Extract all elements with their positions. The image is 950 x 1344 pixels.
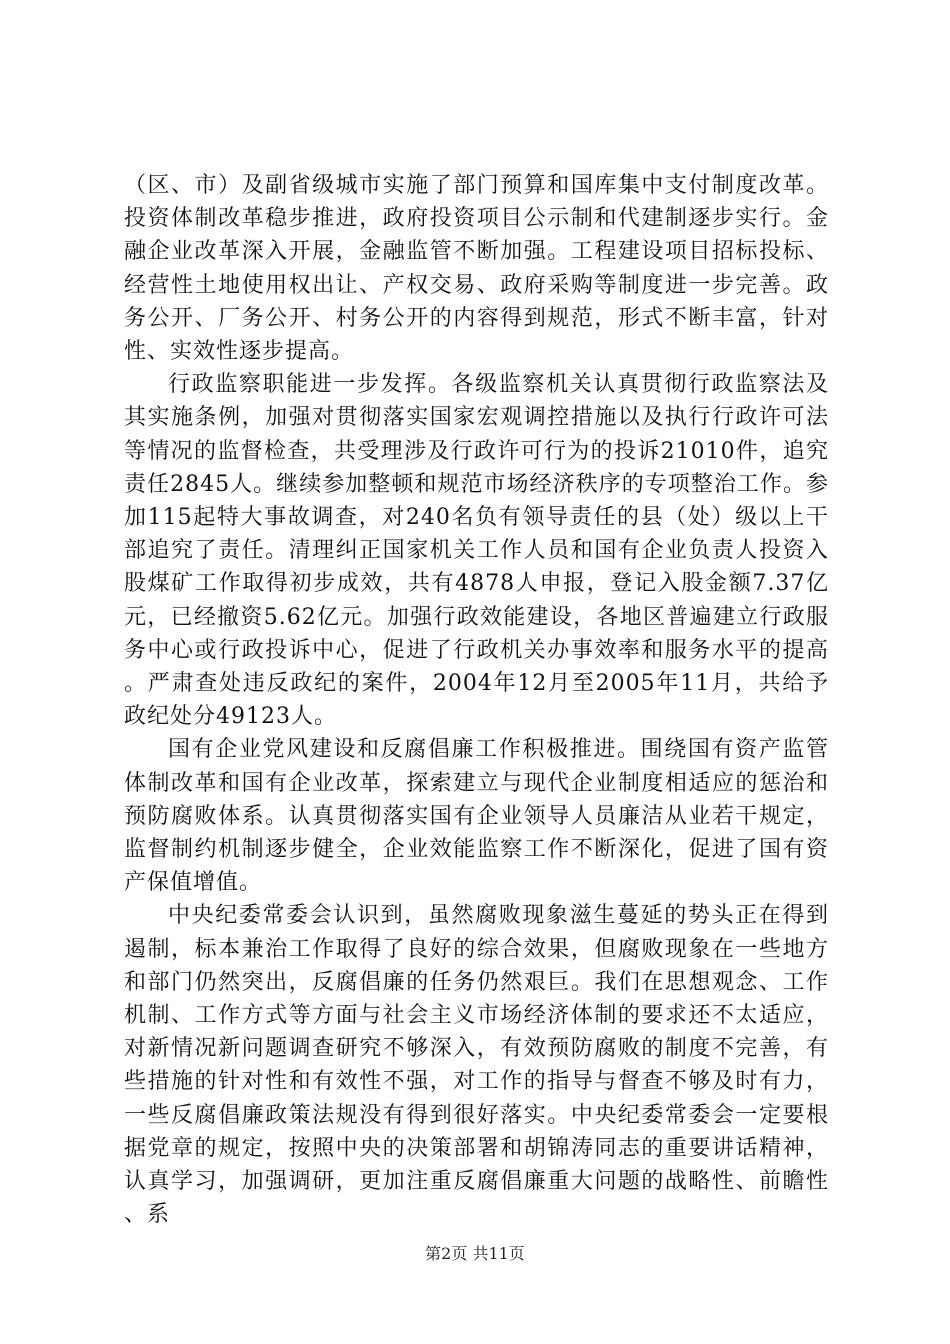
document-body — [124, 169, 829, 1232]
page-number-label: 第2页 共11页 — [425, 1244, 525, 1263]
paragraph-central-commission: 中央纪委常委会认识到，虽然腐败现象滋生蔓延的势头正在得到遏制，标本兼治工作取得了良好的综合效果，但腐败现象在一些地方和部门仍然突出，反腐倡廉的任务仍然艰巨。我们在思想观念、工作机制、工作方式等方面与社会主义市场经济体制的要求还不太适应，对新情况新问题调查研究不够深入，有效预防腐败的制度不完善，有些措施的针对性和有效性不强，对工作的指导与督查不够及时有力，一些反腐倡廉政策法规没有得到很好落实。中央纪委常委会一定要根据党章的规定，按照中央的决策部署和胡锦涛同志的重要讲话精神，认真学习，加强调研，更加注重反腐倡廉重大问题的战略性、前瞻性、系 — [124, 903, 829, 1228]
paragraph-continuation: （区、市）及副省级城市实施了部门预算和国库集中支付制度改革。投资体制改革稳步推进，政府投资项目公示制和代建制逐步实行。金融企业改革深入开展，金融监管不断加强。工程建设项目招标投标、经营性土地使用权出让、产权交易、政府采购等制度进一步完善。政务公开、厂务公开、村务公开的内容得到规范，形式不断丰富，针对性、实效性逐步提高。 — [124, 173, 829, 365]
page-footer — [0, 1242, 950, 1266]
paragraph-state-enterprise: 国有企业党风建设和反腐倡廉工作积极推进。围绕国有资产监管体制改革和国有企业改革，探索建立与现代企业制度相适应的惩治和预防腐败体系。认真贯彻落实国有企业领导人员廉洁从业若干规定，监督制约机制逐步健全，企业效能监察工作不断深化，促进了国有资产保值增值。 — [124, 737, 829, 896]
paragraph-administrative-supervision: 行政监察职能进一步发挥。各级监察机关认真贯彻行政监察法及其实施条例，加强对贯彻落实国家宏观调控措施以及执行行政许可法等情况的监督检查，共受理涉及行政许可行为的投诉21010件，追究责任2845人。继续参加整顿和规范市场经济秩序的专项整治工作。参加115起特大事故调查，对240名负有领导责任的县（处）级以上干部追究了责任。清理纠正国家机关工作人员和国有企业负责人投资入股煤矿工作取得初步成效，共有4878人申报，登记入股金额7.37亿元，已经撤资5.62亿元。加强行政效能建设，各地区普遍建立行政服务中心或行政投诉中心，促进了行政机关办事效率和服务水平的提高。严肃查处违反政纪的案件，2004年12月至2005年11月，共给予政纪处分49123人。 — [124, 372, 829, 730]
